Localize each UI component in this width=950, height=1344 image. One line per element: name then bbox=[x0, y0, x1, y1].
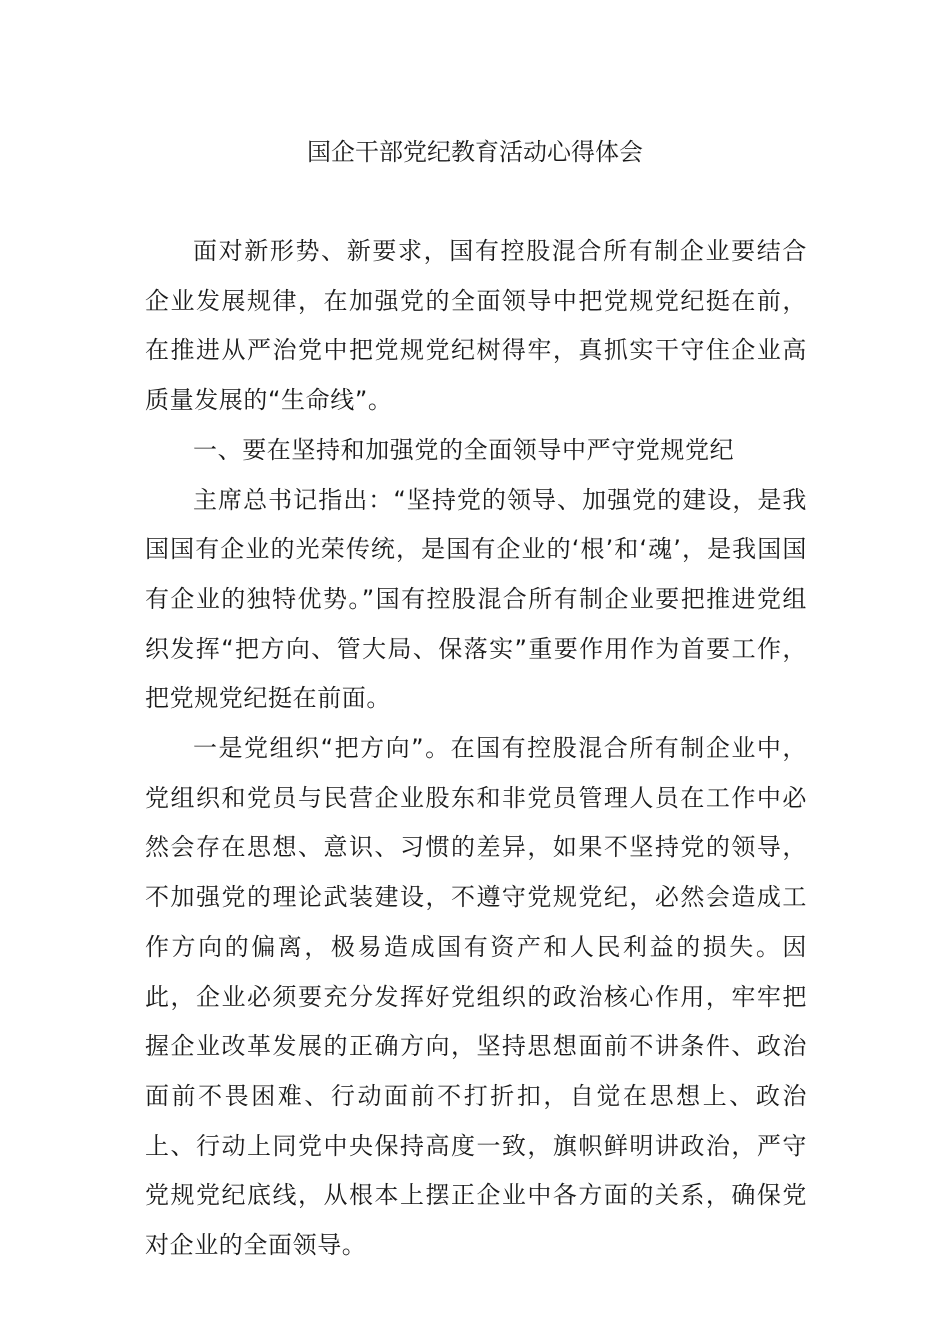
section-heading-1: 一、要在坚持和加强党的全面领导中严守党规党纪 bbox=[193, 435, 735, 464]
paragraph-point-1: 一是党组织“把方向”。在国有控股混合所有制企业中，党组织和党员与民营企业股东和非党员管理人员在工作中必然会存在思想、意识、习惯的差异，如果不坚持党的领导，不加强党的理论武装建设，不遵守党规党纪，必然会造成工作方向的偏离，极易造成国有资产和人民利益的损失。因此，企业必须要充分发挥好党组织的政治核心作用，牢牢把握企业改革发展的正确方向，坚持思想面前不讲条件、政治面前不畏困难、行动面前不打折扣，自觉在思想上、政治上、行动上同党中央保持高度一致，旗帜鲜明讲政治，严守党规党纪底线，从根本上摆正企业中各方面的关系，确保党对企业的全面领导。 bbox=[145, 734, 807, 1260]
paragraph-quote: 主席总书记指出：“坚持党的领导、加强党的建设，是我国国有企业的光荣传统，是国有企业的‘根’和‘魂’，是我国国有企业的独特优势。”国有控股混合所有制企业要把推进党组织发挥“把方向、管大局、保落实”重要作用作为首要工作，把党规党纪挺在前面。 bbox=[145, 485, 807, 713]
document-body bbox=[145, 227, 807, 1271]
paragraph-intro: 面对新形势、新要求，国有控股混合所有制企业要结合企业发展规律，在加强党的全面领导中把党规党纪挺在前，在推进从严治党中把党规党纪树得牢，真抓实干守住企业高质量发展的“生命线”。 bbox=[145, 237, 807, 415]
document-title: 国企干部党纪教育活动心得体会 bbox=[307, 138, 643, 166]
